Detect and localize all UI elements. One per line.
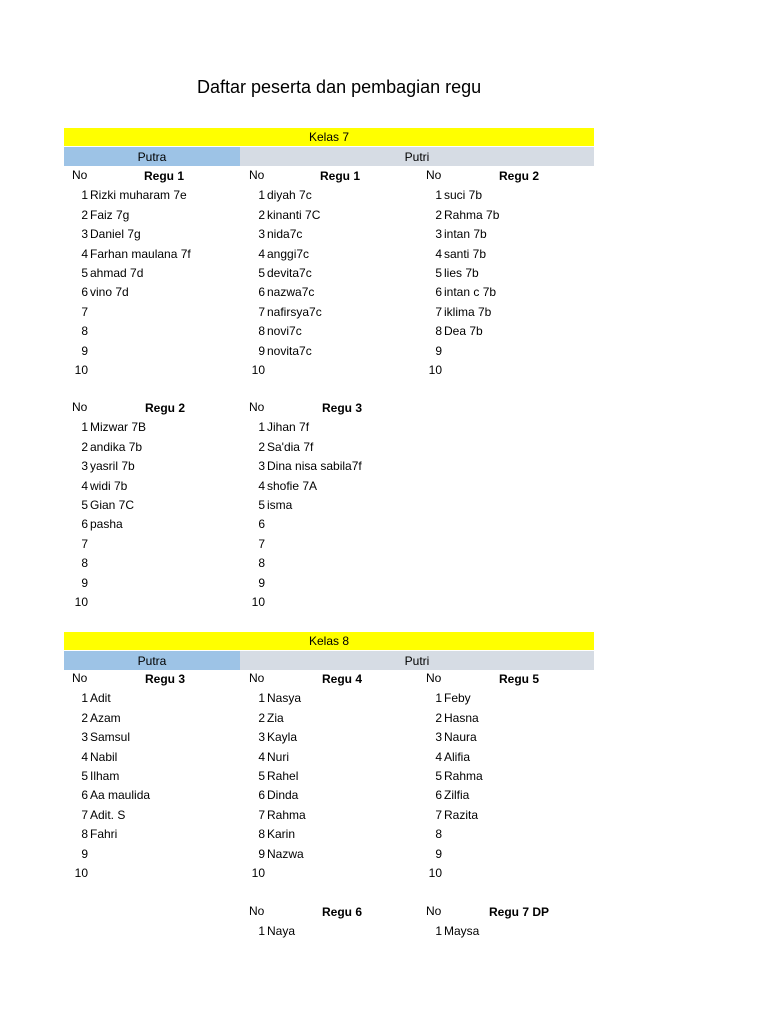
row-number: 1 [81,188,88,203]
row-number: 5 [435,265,442,280]
group-header [241,903,417,922]
row-number: 6 [258,517,265,532]
row-number: 3 [81,459,88,474]
table-row [241,922,417,941]
participant-name: Maysa [444,924,480,939]
no-column-label: No [72,168,88,182]
participant-name: intan 7b [444,227,487,242]
row-number: 6 [81,285,88,300]
row-number: 1 [435,188,442,203]
participant-name: Nabil [90,749,118,764]
table-row [64,477,240,496]
table-row [241,728,417,747]
row-number: 4 [258,749,265,764]
row-number: 8 [435,324,442,339]
table-row [241,864,417,883]
row-number: 9 [435,343,442,358]
participant-name: Dinda [267,788,299,803]
table-row [418,303,594,322]
table-row [418,767,594,786]
group-header [64,670,240,689]
row-number: 2 [258,439,265,454]
row-number: 8 [258,324,265,339]
row-number: 10 [251,594,265,609]
participant-name: novita7c [267,343,312,358]
participant-name: diyah 7c [267,188,312,203]
no-column-label: No [249,671,265,685]
kelas7-group-putra-regu1 [64,167,240,380]
row-number: 8 [81,324,88,339]
table-row [241,361,417,380]
group-header [418,670,594,689]
regu-label: Regu 3 [322,401,363,415]
row-number: 9 [81,846,88,861]
table-row [241,767,417,786]
table-row [64,535,240,554]
row-number: 5 [258,497,265,512]
participant-name: anggi7c [267,246,310,261]
participant-name: Samsul [90,730,131,745]
regu-label: Regu 2 [499,169,540,183]
group-header [241,670,417,689]
table-row [418,361,594,380]
row-number: 4 [258,246,265,261]
participant-name: Fahri [90,827,118,842]
table-row [241,825,417,844]
table-row [241,418,417,437]
kelas7-putri-header: Putri [240,147,594,166]
participant-name: nida7c [267,227,303,242]
participant-name: lies 7b [444,265,479,280]
kelas8-group-putri-regu5 [418,670,594,883]
row-number: 4 [258,478,265,493]
participant-name: devita7c [267,265,312,280]
row-number: 5 [435,768,442,783]
table-row [64,225,240,244]
participant-name: Naya [267,924,296,939]
participant-name: Zilfia [444,788,470,803]
table-row [64,864,240,883]
kelas7-group-putri-regu2 [418,167,594,380]
no-column-label: No [249,400,265,414]
table-row [64,303,240,322]
participant-name: Azam [90,710,121,725]
participant-name: shofie 7A [267,478,318,493]
table-row [241,342,417,361]
kelas7-group-putri-regu1 [241,167,417,380]
kelas7-putra-header: Putra [64,147,240,166]
table-row [64,438,240,457]
kelas7-group-putri-regu3 [241,399,417,612]
table-row [241,574,417,593]
participant-name: Naura [444,730,477,745]
table-row [418,342,594,361]
participant-name: Nazwa [267,846,304,861]
participant-name: Dea 7b [444,324,483,339]
table-row [64,574,240,593]
row-number: 3 [81,730,88,745]
table-row [241,186,417,205]
participant-name: Feby [444,691,471,706]
table-row [418,206,594,225]
row-number: 7 [258,807,265,822]
participant-name: Adit. S [90,807,126,822]
participant-name: nazwa7c [267,285,315,300]
table-row [241,593,417,612]
row-number: 1 [435,924,442,939]
kelas7-group-putra-regu2 [64,399,240,612]
regu-label: Regu 1 [320,169,361,183]
group-header [241,167,417,186]
row-number: 2 [435,207,442,222]
row-number: 10 [251,865,265,880]
row-number: 2 [81,439,88,454]
participant-name: santi 7b [444,246,487,261]
row-number: 10 [428,362,442,377]
participant-name: Mizwar 7B [90,420,147,435]
table-row [241,264,417,283]
participant-name: Daniel 7g [90,227,141,242]
table-row [418,728,594,747]
table-row [241,477,417,496]
row-number: 1 [258,691,265,706]
table-row [418,283,594,302]
row-number: 1 [258,420,265,435]
row-number: 6 [435,788,442,803]
row-number: 2 [258,710,265,725]
table-row [418,845,594,864]
table-row [241,438,417,457]
table-row [64,689,240,708]
row-number: 7 [258,536,265,551]
participant-name: Rahel [267,768,299,783]
row-number: 3 [258,227,265,242]
participant-name: pasha [90,517,123,532]
participant-name: Dina nisa sabila7f [267,459,362,474]
row-number: 1 [435,691,442,706]
row-number: 5 [81,497,88,512]
table-row [418,689,594,708]
table-row [64,748,240,767]
table-row [241,515,417,534]
row-number: 4 [81,478,88,493]
table-row [418,186,594,205]
row-number: 7 [435,807,442,822]
participant-name: Kayla [267,730,298,745]
group-header [241,399,417,418]
kelas8-putra-header: Putra [64,651,240,670]
row-number: 1 [81,420,88,435]
table-row [64,418,240,437]
table-row [64,361,240,380]
table-row [241,303,417,322]
page-title: Daftar peserta dan pembagian regu [197,77,482,97]
table-row [64,593,240,612]
regu-label: Regu 7 DP [489,905,550,919]
table-row [418,322,594,341]
participant-name: Rahma [444,768,483,783]
row-number: 9 [435,846,442,861]
row-number: 3 [435,730,442,745]
table-row [241,206,417,225]
table-row [241,283,417,302]
row-number: 8 [81,556,88,571]
regu-label: Regu 5 [499,672,540,686]
table-row [241,689,417,708]
row-number: 9 [258,343,265,358]
regu-label: Regu 4 [322,672,363,686]
participant-name: andika 7b [90,439,143,454]
table-row [418,786,594,805]
kelas8-group-putra-regu3 [64,670,240,883]
table-row [241,709,417,728]
participant-name: Hasna [444,710,479,725]
row-number: 3 [81,227,88,242]
row-number: 5 [258,768,265,783]
row-number: 4 [435,749,442,764]
row-number: 10 [74,362,88,377]
table-row [64,496,240,515]
table-row [64,806,240,825]
participant-name: Rizki muharam 7e [90,188,187,203]
group-header [418,167,594,186]
no-column-label: No [426,904,442,918]
row-number: 10 [251,362,265,377]
group-header [418,903,594,922]
row-number: 9 [258,575,265,590]
regu-label: Regu 3 [145,672,186,686]
table-row [241,554,417,573]
row-number: 10 [74,865,88,880]
row-number: 7 [258,304,265,319]
row-number: 9 [258,846,265,861]
row-number: 6 [81,517,88,532]
table-row [241,786,417,805]
row-number: 7 [435,304,442,319]
row-number: 7 [81,304,88,319]
participant-name: Nuri [267,749,290,764]
participant-name: Adit [90,691,111,706]
participant-name: ahmad 7d [90,265,144,280]
table-row [64,845,240,864]
participant-name: intan c 7b [444,285,497,300]
row-number: 8 [258,827,265,842]
table-row [418,264,594,283]
participant-name: Razita [444,807,479,822]
table-row [241,322,417,341]
row-number: 8 [435,827,442,842]
row-number: 3 [258,459,265,474]
table-row [64,457,240,476]
table-row [418,864,594,883]
table-row [241,748,417,767]
no-column-label: No [426,168,442,182]
table-row [241,245,417,264]
table-row [64,264,240,283]
table-row [64,554,240,573]
table-row [418,245,594,264]
table-row [241,457,417,476]
participant-name: Karin [267,827,296,842]
row-number: 5 [81,768,88,783]
table-row [64,245,240,264]
row-number: 2 [81,207,88,222]
table-row [241,225,417,244]
row-number: 5 [258,265,265,280]
participant-name: novi7c [267,324,302,339]
table-row [418,825,594,844]
participant-name: Ilham [90,768,120,783]
participant-name: Faiz 7g [90,207,130,222]
table-row [64,206,240,225]
row-number: 4 [435,246,442,261]
row-number: 8 [258,556,265,571]
participant-name: Zia [267,710,284,725]
table-row [418,922,594,941]
row-number: 9 [81,343,88,358]
row-number: 3 [258,730,265,745]
regu-label: Regu 1 [144,169,185,183]
participant-name: Nasya [267,691,302,706]
table-row [64,825,240,844]
participant-name: Jihan 7f [267,420,310,435]
kelas8-putri-header: Putri [240,651,594,670]
table-row [418,225,594,244]
regu-label: Regu 6 [322,905,363,919]
row-number: 6 [435,285,442,300]
participant-name: widi 7b [90,478,128,493]
table-row [418,709,594,728]
table-row [64,728,240,747]
row-number: 7 [81,536,88,551]
no-column-label: No [426,671,442,685]
no-column-label: No [249,168,265,182]
row-number: 9 [81,575,88,590]
participant-name: isma [267,497,293,512]
participant-name: Alifia [444,749,471,764]
row-number: 10 [74,594,88,609]
row-number: 6 [81,788,88,803]
participant-name: Rahma [267,807,306,822]
participant-name: iklima 7b [444,304,492,319]
row-number: 2 [435,710,442,725]
kelas7-header: Kelas 7 [64,128,594,146]
participant-name: nafirsya7c [267,304,322,319]
row-number: 8 [81,827,88,842]
no-column-label: No [72,671,88,685]
row-number: 1 [81,691,88,706]
row-number: 1 [258,188,265,203]
row-number: 2 [258,207,265,222]
table-row [241,845,417,864]
row-number: 6 [258,285,265,300]
participant-name: vino 7d [90,285,129,300]
participant-name: yasril 7b [90,459,135,474]
table-row [241,535,417,554]
kelas8-group-putri-regu4 [241,670,417,883]
table-row [64,322,240,341]
regu-label: Regu 2 [145,401,186,415]
participant-name: Sa'dia 7f [267,439,314,454]
table-row [64,709,240,728]
table-row [241,806,417,825]
row-number: 10 [428,865,442,880]
row-number: 6 [258,788,265,803]
group-header [64,399,240,418]
row-number: 2 [81,710,88,725]
table-row [418,806,594,825]
table-row [64,283,240,302]
participant-name: kinanti 7C [267,207,321,222]
no-column-label: No [72,400,88,414]
row-number: 5 [81,265,88,280]
table-row [64,186,240,205]
group-header [64,167,240,186]
kelas8-group-regu7 [418,903,594,942]
table-row [64,515,240,534]
row-number: 1 [258,924,265,939]
participant-name: suci 7b [444,188,483,203]
table-row [418,748,594,767]
row-number: 4 [81,246,88,261]
participant-name: Aa maulida [90,788,151,803]
row-number: 3 [435,227,442,242]
kelas8-header: Kelas 8 [64,632,594,650]
participant-name: Farhan maulana 7f [90,246,191,261]
table-row [64,786,240,805]
table-row [241,496,417,515]
no-column-label: No [249,904,265,918]
table-row [64,767,240,786]
table-row [64,342,240,361]
row-number: 7 [81,807,88,822]
kelas8-group-regu6 [241,903,417,942]
participant-name: Gian 7C [90,497,135,512]
row-number: 4 [81,749,88,764]
participant-name: Rahma 7b [444,207,500,222]
